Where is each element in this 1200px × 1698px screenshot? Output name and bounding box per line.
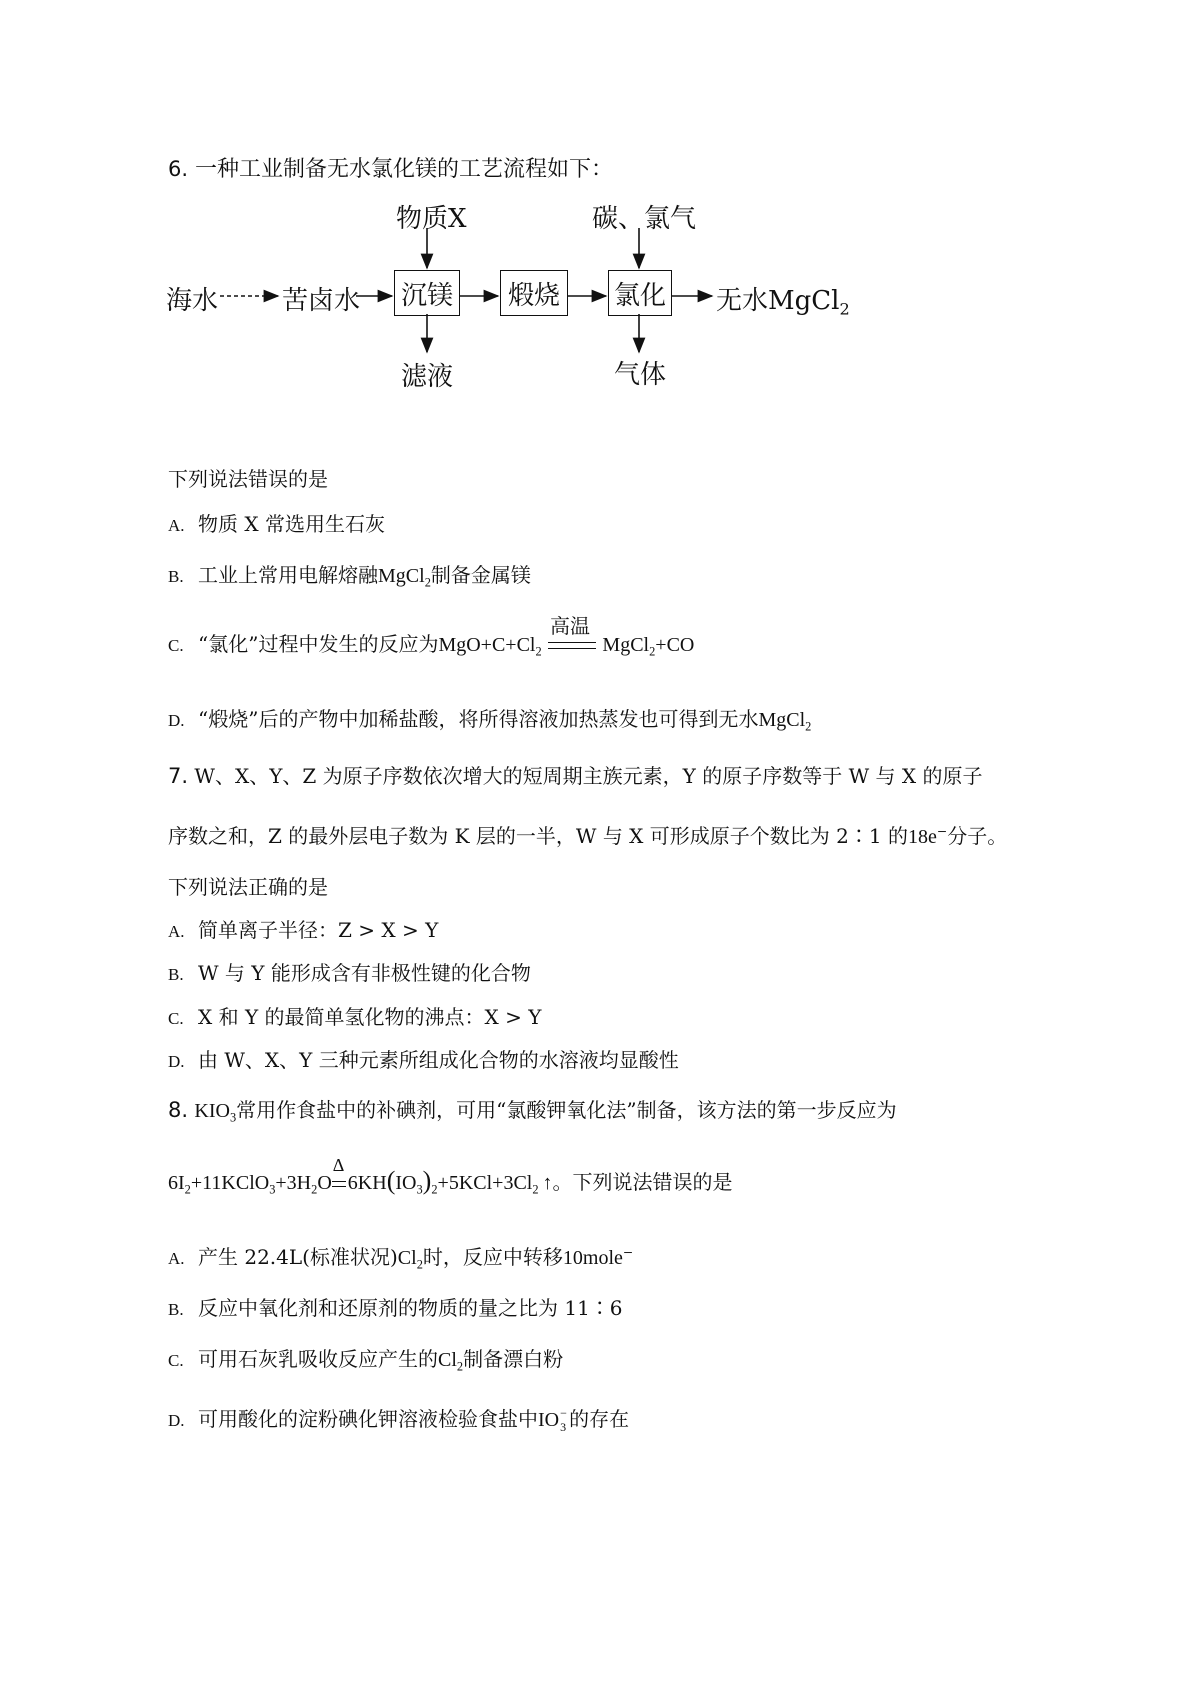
question-6-prompt: 下列说法错误的是 [168, 467, 328, 491]
question-6-option-c[interactable] [168, 613, 695, 659]
option-text: W 与 Y 能形成含有非极性键的化合物 [198, 961, 531, 985]
carbon-chlorine-label: 碳、氯气 [592, 204, 697, 234]
close-paren: ) [422, 1166, 432, 1195]
substance-x-label: 物质X [396, 204, 467, 234]
question-7-line-2 [168, 820, 1007, 849]
box-label: 沉镁 [400, 280, 453, 311]
option-text: 时，反应中转移 [422, 1245, 563, 1269]
question-7-line-1 [168, 760, 982, 789]
option-label: A. [168, 516, 185, 535]
subscript: 2 [649, 644, 656, 659]
subscript: 2 [311, 1182, 318, 1197]
option-label: B. [168, 965, 184, 984]
option-text: 产生 22.4L(标准状况) [198, 1245, 398, 1269]
option-text: 制备漂白粉 [463, 1347, 564, 1371]
option-label: B. [168, 567, 184, 586]
chem-formula: Cl [397, 1247, 417, 1269]
subscript: 2 [535, 644, 542, 659]
subscript: 3 [416, 1182, 423, 1197]
chem-formula: 18e [907, 826, 937, 848]
question-text: 。下列说法错误的是 [552, 1170, 733, 1194]
chem-formula: 10mole [562, 1247, 623, 1269]
question-8-option-c[interactable] [168, 1343, 563, 1372]
question-number: 8. [168, 1098, 189, 1122]
question-text: 序数之和，Z 的最外层电子数为 K 层的一半，W 与 X 可形成原子个数比为 2∶1 的 [168, 824, 908, 848]
gas-label: 气体 [614, 360, 667, 390]
option-label: D. [168, 1052, 185, 1071]
question-8-line-1 [168, 1094, 897, 1123]
precipitate-magnesium-box [394, 270, 460, 316]
question-7-option-b[interactable] [168, 957, 531, 986]
box-label: 氯化 [613, 280, 666, 311]
question-8-option-a[interactable] [168, 1241, 633, 1270]
superscript: − [936, 823, 948, 839]
seawater-label: 海水 [166, 286, 219, 316]
subscript: 2 [184, 1182, 191, 1197]
subscript: 2 [532, 1182, 539, 1197]
option-text: 物质 X 常选用生石灰 [198, 512, 385, 536]
chem-formula: Cl [438, 1349, 457, 1371]
heat-condition [332, 1155, 348, 1193]
chem-formula: +CO [655, 634, 695, 656]
option-label: D. [168, 711, 185, 730]
chem-formula: MgCl [378, 565, 425, 587]
question-7-prompt: 下列说法正确的是 [168, 875, 328, 899]
question-number: 7. [168, 764, 189, 788]
option-label: D. [168, 1411, 185, 1430]
sub-sup-stack [559, 1406, 569, 1434]
option-text: “氯化”过程中发生的反应为 [198, 632, 439, 656]
subscript: 3 [560, 1420, 567, 1434]
equals-sign [548, 642, 596, 649]
subscript: 2 [424, 575, 431, 590]
subscript: 2 [431, 1182, 438, 1197]
chlorination-box [608, 270, 672, 316]
option-text: X 和 Y 的最简单氢化物的沸点：X > Y [198, 1005, 542, 1029]
chem-formula: KIO [194, 1100, 230, 1122]
question-7-option-c[interactable] [168, 1001, 541, 1030]
subscript: 2 [805, 719, 812, 734]
chem-formula: MgCl [758, 709, 806, 731]
subscript: 3 [269, 1182, 276, 1197]
chem-formula: IO [395, 1172, 417, 1194]
option-label: B. [168, 1300, 184, 1319]
chem-formula: IO [538, 1409, 560, 1431]
product-label [716, 280, 850, 317]
question-6-option-a[interactable] [168, 508, 385, 537]
chem-formula: 6I [168, 1172, 185, 1194]
question-6-option-b[interactable] [168, 559, 531, 588]
option-label: A. [168, 1249, 185, 1268]
question-number: 6. [168, 157, 189, 181]
filtrate-label: 滤液 [401, 362, 454, 392]
brine-label: 苦卤水 [282, 286, 361, 316]
subscript: 3 [229, 1110, 237, 1125]
option-text: 反应中氧化剂和还原剂的物质的量之比为 11∶6 [198, 1296, 623, 1320]
chem-formula: 6KH [347, 1172, 387, 1194]
question-text: W、X、Y、Z 为原子序数依次增大的短周期主族元素，Y 的原子序数等于 W 与 X 的原子 [194, 764, 983, 788]
option-text: 制备金属镁 [430, 563, 531, 587]
option-text: 简单离子半径：Z > X > Y [198, 918, 439, 942]
option-text: 可用石灰乳吸收反应产生的 [198, 1347, 438, 1371]
chem-formula: MgCl [602, 634, 650, 656]
open-paren: ( [386, 1166, 396, 1195]
option-label: C. [168, 1351, 184, 1370]
chem-formula: +3H [275, 1172, 312, 1194]
option-text: 由 W、X、Y 三种元素所组成化合物的水溶液均显酸性 [198, 1048, 679, 1072]
calcination-box [500, 270, 568, 316]
option-text: “煅烧”后的产物中加稀盐酸，将所得溶液加热蒸发也可得到无水 [198, 707, 759, 731]
gas-arrow-icon: ↑ [542, 1172, 553, 1194]
option-label: C. [168, 1009, 184, 1028]
product-formula: 无水MgCl [716, 286, 840, 316]
delta-symbol: Δ [332, 1155, 345, 1176]
superscript: − [560, 1406, 567, 1420]
subscript: 2 [456, 1359, 464, 1374]
question-7-option-d[interactable] [168, 1044, 679, 1073]
option-label: A. [168, 922, 185, 941]
question-7-option-a[interactable] [168, 914, 438, 943]
option-text: 工业上常用电解熔融 [198, 563, 378, 587]
superscript: − [622, 1244, 634, 1260]
chem-formula: O [317, 1172, 332, 1194]
chem-formula: +5KCl+3Cl [437, 1172, 533, 1194]
subscript: 2 [416, 1257, 423, 1272]
option-text: 可用酸化的淀粉碘化钾溶液检验食盐中 [198, 1407, 538, 1431]
subscript: 2 [839, 299, 850, 319]
reaction-equation [168, 1155, 733, 1197]
question-text: 常用作食盐中的补碘剂，可用“氯酸钾氧化法”制备，该方法的第一步反应为 [236, 1098, 897, 1122]
question-text: 一种工业制备无水氯化镁的工艺流程如下： [195, 157, 614, 182]
option-text: 的存在 [569, 1407, 630, 1431]
box-label: 煅烧 [507, 280, 560, 311]
question-8-option-d[interactable] [168, 1403, 629, 1432]
chem-formula: +11KClO [190, 1172, 270, 1194]
chem-formula: MgO+C+Cl [438, 634, 536, 656]
option-label: C. [168, 636, 184, 655]
equals-sign [332, 1181, 346, 1187]
question-6-option-d[interactable] [168, 703, 811, 732]
reaction-condition [548, 613, 596, 656]
question-8-option-b[interactable] [168, 1292, 623, 1321]
condition-text: 高温 [550, 613, 591, 638]
question-text: 分子。 [947, 824, 1008, 848]
